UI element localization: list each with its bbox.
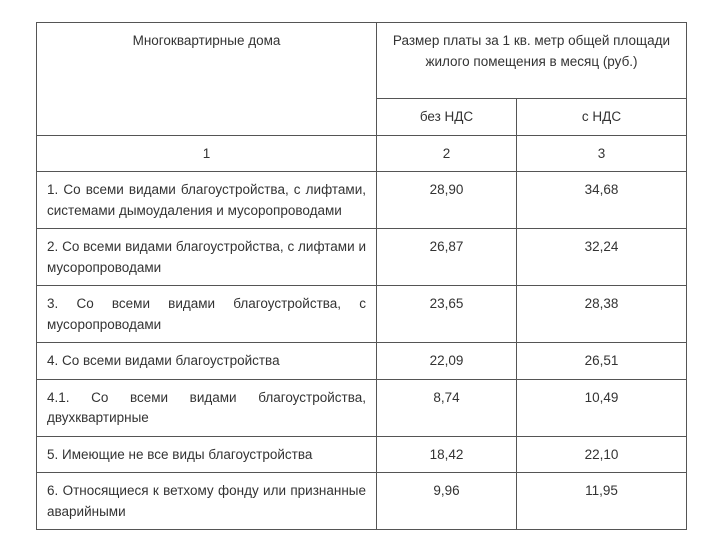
row-value-no-vat: 26,87: [377, 229, 517, 286]
header-fee: Размер платы за 1 кв. метр общей площади жилого помещения в месяц (руб.): [377, 23, 687, 99]
table-row: [37, 343, 687, 380]
row-label: 3. Со всеми видами благоустройства, с мусоропроводами: [37, 286, 377, 343]
tariff-table: [36, 22, 687, 530]
table-row: [37, 473, 687, 530]
row-value-no-vat: 22,09: [377, 343, 517, 380]
row-value-no-vat: 8,74: [377, 379, 517, 436]
header-buildings: Многоквартирные дома: [37, 23, 377, 136]
row-value-no-vat: 28,90: [377, 172, 517, 229]
row-value-with-vat: 28,38: [517, 286, 687, 343]
column-number-1: 1: [37, 135, 377, 172]
row-value-no-vat: 23,65: [377, 286, 517, 343]
row-value-with-vat: 10,49: [517, 379, 687, 436]
subheader-no-vat: без НДС: [377, 99, 517, 136]
subheader-with-vat: с НДС: [517, 99, 687, 136]
row-label: 6. Относящиеся к ветхому фонду или признанные аварийными: [37, 473, 377, 530]
row-label: 4.1. Со всеми видами благоустройства, двухквартирные: [37, 379, 377, 436]
table-row: [37, 379, 687, 436]
table-row: [37, 436, 687, 473]
row-label: 5. Имеющие не все виды благоустройства: [37, 436, 377, 473]
table-row: [37, 229, 687, 286]
row-label: 4. Со всеми видами благоустройства: [37, 343, 377, 380]
tariff-table-container: [36, 22, 686, 530]
row-value-with-vat: 32,24: [517, 229, 687, 286]
table-row: [37, 172, 687, 229]
row-value-with-vat: 11,95: [517, 473, 687, 530]
row-label: 2. Со всеми видами благоустройства, с лифтами и мусоропроводами: [37, 229, 377, 286]
row-value-with-vat: 34,68: [517, 172, 687, 229]
table-row: [37, 286, 687, 343]
column-number-3: 3: [517, 135, 687, 172]
column-number-row: [37, 135, 687, 172]
row-value-with-vat: 22,10: [517, 436, 687, 473]
column-number-2: 2: [377, 135, 517, 172]
row-value-with-vat: 26,51: [517, 343, 687, 380]
row-label: 1. Со всеми видами благоустройства, с лифтами, системами дымоудаления и мусоропроводами: [37, 172, 377, 229]
row-value-no-vat: 9,96: [377, 473, 517, 530]
table-header-row: [37, 23, 687, 99]
row-value-no-vat: 18,42: [377, 436, 517, 473]
